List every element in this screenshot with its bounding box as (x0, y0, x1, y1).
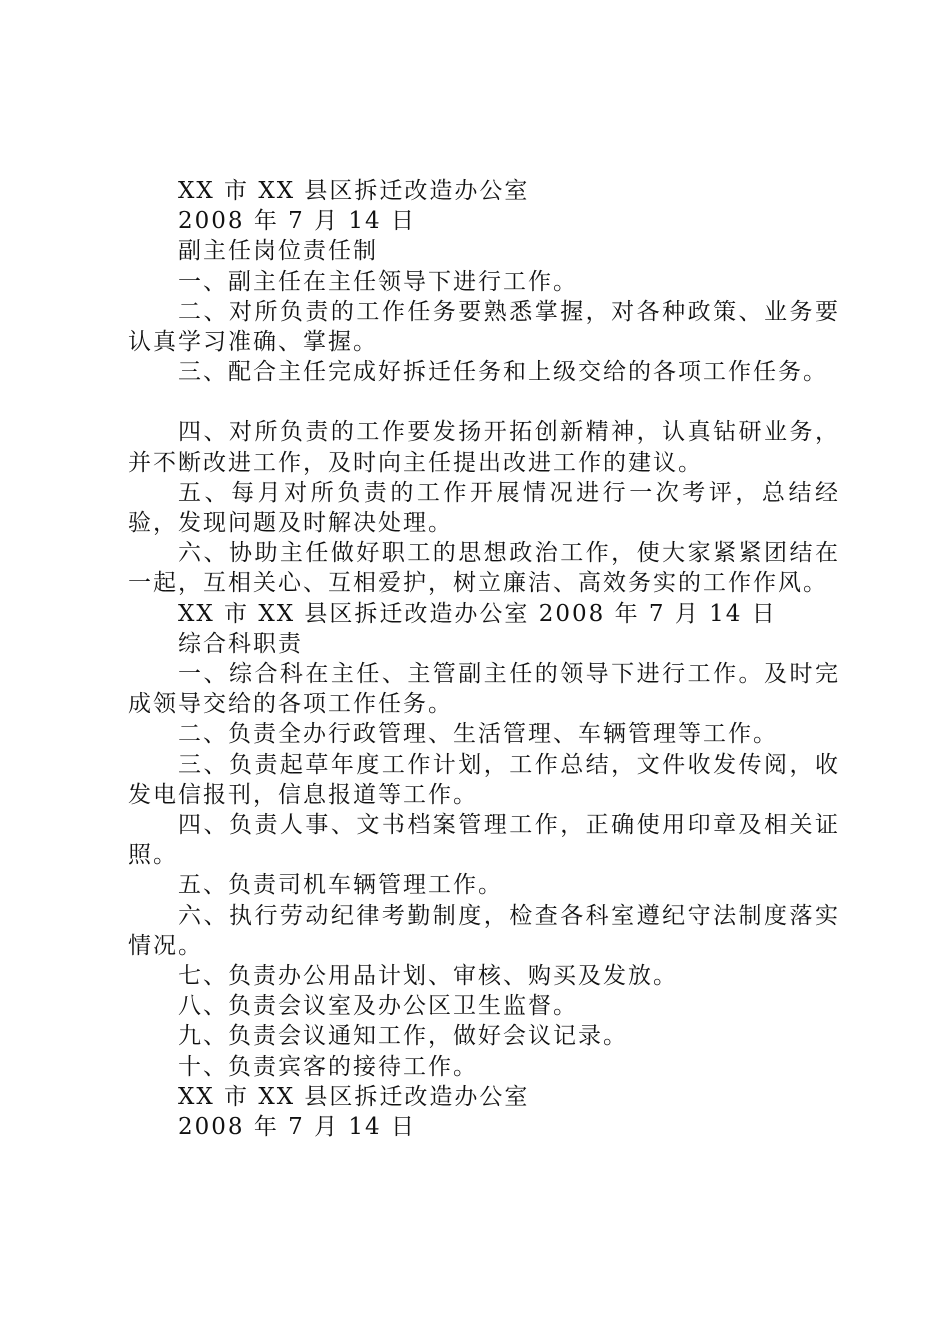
duty-item: 六、协助主任做好职工的思想政治工作，使大家紧紧团结在一起，互相关心、互相爱护，树立廉洁、高效务实的工作作风。 (128, 540, 840, 597)
document-body (128, 176, 840, 1142)
duty-item: 一、副主任在主任领导下进行工作。 (178, 268, 578, 295)
duty-item: 四、负责人事、文书档案管理工作，正确使用印章及相关证照。 (128, 812, 840, 869)
duty-item: 三、负责起草年度工作计划，工作总结，文件收发传阅，收发电信报刊，信息报道等工作。 (128, 751, 840, 808)
duty-item: 六、执行劳动纪律考勤制度，检查各科室遵纪守法制度落实情况。 (128, 902, 840, 959)
date: 2008 年 7 月 14 日 (178, 208, 416, 235)
duty-item: 五、每月对所负责的工作开展情况进行一次考评，总结经验，发现问题及时解决处理。 (128, 479, 840, 537)
duty-item: 十、负责宾客的接待工作。 (178, 1053, 478, 1080)
duty-item: 一、综合科在主任、主管副主任的领导下进行工作。及时完成领导交给的各项工作任务。 (128, 661, 840, 718)
duty-item: 七、负责办公用品计划、审核、购买及发放。 (178, 963, 678, 990)
office-name: XX 市 XX 县区拆迁改造办公室 (178, 178, 530, 204)
duty-item: 二、负责全办行政管理、生活管理、车辆管理等工作。 (178, 721, 778, 748)
date: 2008 年 7 月 14 日 (178, 1114, 416, 1141)
duty-item: 八、负责会议室及办公区卫生监督。 (178, 993, 578, 1020)
office-name: XX 市 XX 县区拆迁改造办公室 (178, 1083, 530, 1110)
blank-line (128, 387, 840, 417)
duty-item: 四、对所负责的工作要发扬开拓创新精神，认真钻研业务，并不断改进工作，及时向主任提出改进工作的建议。 (128, 419, 840, 476)
duty-item: 九、负责会议通知工作，做好会议记录。 (178, 1023, 628, 1050)
duty-item: 二、对所负责的工作任务要熟悉掌握，对各种政策、业务要认真学习准确、掌握。 (128, 298, 840, 356)
section-title-deputy-director: 副主任岗位责任制 (178, 238, 378, 265)
office-name-and-date: XX 市 XX 县区拆迁改造办公室 2008 年 7 月 14 日 (178, 600, 777, 627)
duty-item: 五、负责司机车辆管理工作。 (178, 872, 503, 899)
section-title-general-office: 综合科职责 (178, 630, 303, 657)
duty-item: 三、配合主任完成好拆迁任务和上级交给的各项工作任务。 (178, 359, 828, 386)
